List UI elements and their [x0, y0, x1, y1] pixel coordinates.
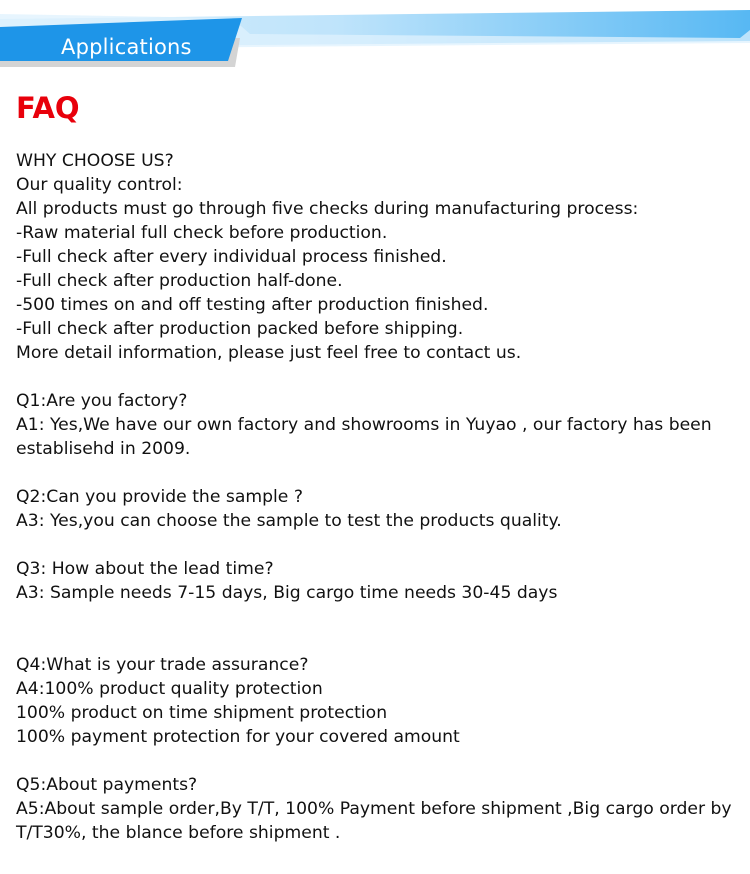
quality-check-item: -Full check after production packed before shipping. — [16, 319, 464, 339]
faq-answer-4-line: A4:100% product quality protection — [16, 679, 323, 699]
faq-heading: FAQ — [16, 91, 80, 125]
faq-answer-4-line: 100% product on time shipment protection — [16, 703, 388, 723]
contact-note: More detail information, please just feel free to contact us. — [16, 343, 522, 363]
section-spacer — [16, 605, 741, 653]
faq-answer-2: A3: Yes,you can choose the sample to test the products quality. — [16, 511, 562, 531]
why-choose-title: WHY CHOOSE US? — [16, 151, 174, 171]
section-spacer — [16, 461, 741, 485]
faq-answer-5: A5:About sample order,By T/T, 100% Payment before shipment ,Big cargo order by T/T30%, the blance before shipment . — [16, 799, 732, 843]
checks-intro: All products must go through five checks during manufacturing process: — [16, 199, 639, 219]
faq-question-4: Q4:What is your trade assurance? — [16, 655, 309, 675]
faq-question-2: Q2:Can you provide the sample ? — [16, 487, 303, 507]
quality-check-item: -Full check after every individual process finished. — [16, 247, 447, 267]
faq-answer-3: A3: Sample needs 7-15 days, Big cargo time needs 30-45 days — [16, 583, 558, 603]
section-spacer — [16, 533, 741, 557]
section-spacer — [16, 749, 741, 773]
quality-control-title: Our quality control: — [16, 175, 183, 195]
quality-check-item: -Raw material full check before production. — [16, 223, 388, 243]
faq-answer-4-line: 100% payment protection for your covered amount — [16, 727, 460, 747]
faq-answer-1: A1: Yes,We have our own factory and showrooms in Yuyao , our factory has been establisehd in 2009. — [16, 415, 712, 459]
faq-question-5: Q5:About payments? — [16, 775, 198, 795]
section-spacer — [16, 365, 741, 389]
quality-check-item: -Full check after production half-done. — [16, 271, 343, 291]
faq-question-1: Q1:Are you factory? — [16, 391, 188, 411]
applications-banner — [0, 0, 750, 72]
banner-title: Applications — [61, 35, 192, 59]
quality-check-item: -500 times on and off testing after production finished. — [16, 295, 489, 315]
faq-question-3: Q3: How about the lead time? — [16, 559, 274, 579]
faq-content — [16, 149, 741, 845]
